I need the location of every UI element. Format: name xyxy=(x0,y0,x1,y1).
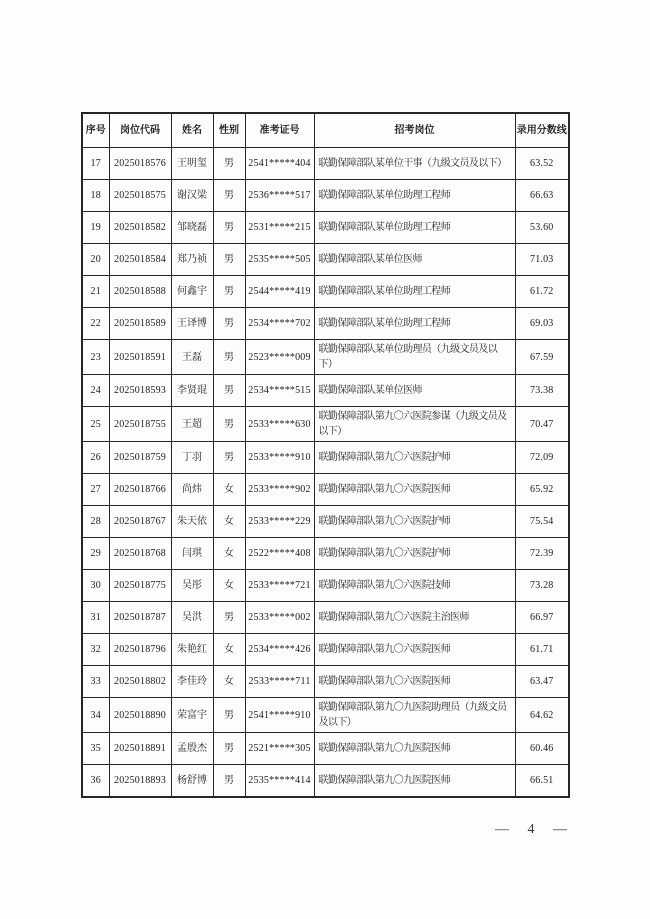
cell-code: 2025018584 xyxy=(109,244,171,276)
cell-no: 35 xyxy=(82,733,109,765)
cell-score: 60.46 xyxy=(515,733,569,765)
table-row xyxy=(82,276,569,308)
cell-score: 61.72 xyxy=(515,276,569,308)
col-header-post-code: 岗位代码 xyxy=(109,113,171,148)
col-header-score-line: 录用分数线 xyxy=(515,113,569,148)
cell-position: 联勤保障部队某单位助理工程师 xyxy=(314,276,515,308)
cell-no: 22 xyxy=(82,308,109,340)
cell-no: 25 xyxy=(82,407,109,442)
cell-code: 2025018582 xyxy=(109,212,171,244)
cell-score: 75.54 xyxy=(515,506,569,538)
cell-code: 2025018589 xyxy=(109,308,171,340)
cell-name: 尚炜 xyxy=(171,474,213,506)
cell-score: 67.59 xyxy=(515,340,569,375)
cell-score: 63.47 xyxy=(515,666,569,698)
table-row xyxy=(82,538,569,570)
cell-ticket: 2535*****414 xyxy=(245,765,314,798)
cell-score: 63.52 xyxy=(515,148,569,180)
cell-name: 李贤琨 xyxy=(171,375,213,407)
cell-ticket: 2533*****630 xyxy=(245,407,314,442)
cell-code: 2025018890 xyxy=(109,698,171,733)
cell-gender: 女 xyxy=(213,538,245,570)
table-row xyxy=(82,733,569,765)
cell-gender: 男 xyxy=(213,375,245,407)
cell-code: 2025018802 xyxy=(109,666,171,698)
cell-score: 66.63 xyxy=(515,180,569,212)
cell-code: 2025018893 xyxy=(109,765,171,798)
table-row xyxy=(82,634,569,666)
cell-no: 36 xyxy=(82,765,109,798)
cell-no: 33 xyxy=(82,666,109,698)
cell-gender: 女 xyxy=(213,666,245,698)
cell-gender: 女 xyxy=(213,570,245,602)
cell-no: 21 xyxy=(82,276,109,308)
cell-no: 26 xyxy=(82,442,109,474)
table-row xyxy=(82,765,569,798)
cell-gender: 男 xyxy=(213,602,245,634)
cell-name: 朱天依 xyxy=(171,506,213,538)
cell-name: 孟殷杰 xyxy=(171,733,213,765)
table-row xyxy=(82,698,569,733)
cell-name: 谢汉梁 xyxy=(171,180,213,212)
cell-code: 2025018891 xyxy=(109,733,171,765)
cell-score: 53.60 xyxy=(515,212,569,244)
cell-gender: 男 xyxy=(213,212,245,244)
cell-ticket: 2534*****702 xyxy=(245,308,314,340)
table-row xyxy=(82,340,569,375)
cell-ticket: 2521*****305 xyxy=(245,733,314,765)
cell-name: 何鑫宇 xyxy=(171,276,213,308)
cell-code: 2025018775 xyxy=(109,570,171,602)
cell-position: 联勤保障部队第九〇六医院护师 xyxy=(314,538,515,570)
cell-name: 闫琪 xyxy=(171,538,213,570)
col-header-serial-no: 序号 xyxy=(82,113,109,148)
cell-ticket: 2534*****515 xyxy=(245,375,314,407)
cell-name: 吴洪 xyxy=(171,602,213,634)
table-row xyxy=(82,244,569,276)
cell-code: 2025018755 xyxy=(109,407,171,442)
cell-position: 联勤保障部队第九〇六医院技师 xyxy=(314,570,515,602)
table-row xyxy=(82,442,569,474)
cell-no: 34 xyxy=(82,698,109,733)
cell-name: 杨舒博 xyxy=(171,765,213,798)
cell-gender: 男 xyxy=(213,340,245,375)
cell-ticket: 2531*****215 xyxy=(245,212,314,244)
cell-position: 联勤保障部队第九〇六医院护师 xyxy=(314,506,515,538)
cell-gender: 男 xyxy=(213,698,245,733)
cell-score: 73.38 xyxy=(515,375,569,407)
cell-ticket: 2533*****721 xyxy=(245,570,314,602)
cell-position: 联勤保障部队第九〇六医院医师 xyxy=(314,634,515,666)
cell-position: 联勤保障部队某单位助理工程师 xyxy=(314,212,515,244)
col-header-position: 招考岗位 xyxy=(314,113,515,148)
cell-no: 32 xyxy=(82,634,109,666)
cell-gender: 女 xyxy=(213,506,245,538)
table-row xyxy=(82,602,569,634)
cell-code: 2025018767 xyxy=(109,506,171,538)
cell-code: 2025018575 xyxy=(109,180,171,212)
cell-name: 朱艳红 xyxy=(171,634,213,666)
cell-gender: 女 xyxy=(213,634,245,666)
cell-position: 联勤保障部队第九〇六医院护师 xyxy=(314,442,515,474)
table-row xyxy=(82,308,569,340)
cell-position: 联勤保障部队某单位助理员（九级文员及以下） xyxy=(314,340,515,375)
cell-code: 2025018576 xyxy=(109,148,171,180)
cell-position: 联勤保障部队第九〇六医院主治医师 xyxy=(314,602,515,634)
table-row xyxy=(82,666,569,698)
cell-position: 联勤保障部队第九〇六医院医师 xyxy=(314,474,515,506)
cell-no: 29 xyxy=(82,538,109,570)
cell-position: 联勤保障部队某单位干事（九级文员及以下） xyxy=(314,148,515,180)
cell-gender: 男 xyxy=(213,308,245,340)
cell-position: 联勤保障部队第九〇六医院参谋（九级文员及以下） xyxy=(314,407,515,442)
cell-score: 64.62 xyxy=(515,698,569,733)
table-header-row xyxy=(82,113,569,148)
col-header-ticket-no: 准考证号 xyxy=(245,113,314,148)
cell-name: 吴彤 xyxy=(171,570,213,602)
cell-no: 28 xyxy=(82,506,109,538)
cell-gender: 男 xyxy=(213,765,245,798)
cell-no: 20 xyxy=(82,244,109,276)
table-row xyxy=(82,407,569,442)
cell-score: 72.39 xyxy=(515,538,569,570)
cell-position: 联勤保障部队某单位助理工程师 xyxy=(314,308,515,340)
cell-gender: 男 xyxy=(213,180,245,212)
cell-no: 30 xyxy=(82,570,109,602)
cell-ticket: 2523*****009 xyxy=(245,340,314,375)
table-row xyxy=(82,148,569,180)
cell-score: 69.03 xyxy=(515,308,569,340)
cell-ticket: 2541*****910 xyxy=(245,698,314,733)
cell-ticket: 2533*****711 xyxy=(245,666,314,698)
cell-score: 72.09 xyxy=(515,442,569,474)
cell-score: 70.47 xyxy=(515,407,569,442)
cell-ticket: 2533*****229 xyxy=(245,506,314,538)
cell-name: 郑乃祯 xyxy=(171,244,213,276)
cell-code: 2025018588 xyxy=(109,276,171,308)
cell-position: 联勤保障部队第九〇九医院医师 xyxy=(314,733,515,765)
cell-position: 联勤保障部队第九〇九医院医师 xyxy=(314,765,515,798)
cell-position: 联勤保障部队第九〇六医院医师 xyxy=(314,666,515,698)
page-number: — 4 — xyxy=(495,822,568,837)
cell-code: 2025018591 xyxy=(109,340,171,375)
cell-gender: 男 xyxy=(213,148,245,180)
cell-code: 2025018593 xyxy=(109,375,171,407)
cell-ticket: 2536*****517 xyxy=(245,180,314,212)
cell-ticket: 2535*****505 xyxy=(245,244,314,276)
table-row xyxy=(82,570,569,602)
table-row xyxy=(82,375,569,407)
cell-position: 联勤保障部队第九〇九医院助理员（九级文员及以下） xyxy=(314,698,515,733)
cell-ticket: 2522*****408 xyxy=(245,538,314,570)
cell-ticket: 2534*****426 xyxy=(245,634,314,666)
cell-score: 66.97 xyxy=(515,602,569,634)
cell-gender: 男 xyxy=(213,442,245,474)
cell-position: 联勤保障部队某单位医师 xyxy=(314,375,515,407)
cell-no: 24 xyxy=(82,375,109,407)
cell-code: 2025018787 xyxy=(109,602,171,634)
cell-ticket: 2533*****902 xyxy=(245,474,314,506)
cell-score: 61.71 xyxy=(515,634,569,666)
cell-gender: 男 xyxy=(213,276,245,308)
col-header-name: 姓名 xyxy=(171,113,213,148)
cell-no: 18 xyxy=(82,180,109,212)
table-row xyxy=(82,474,569,506)
cell-name: 王超 xyxy=(171,407,213,442)
cell-name: 荣富宇 xyxy=(171,698,213,733)
cell-code: 2025018768 xyxy=(109,538,171,570)
cell-name: 丁羽 xyxy=(171,442,213,474)
cell-gender: 女 xyxy=(213,474,245,506)
cell-ticket: 2544*****419 xyxy=(245,276,314,308)
cell-no: 19 xyxy=(82,212,109,244)
cell-name: 王译博 xyxy=(171,308,213,340)
cell-score: 73.28 xyxy=(515,570,569,602)
cell-name: 李佳玲 xyxy=(171,666,213,698)
table-row xyxy=(82,506,569,538)
table-row xyxy=(82,212,569,244)
cell-no: 27 xyxy=(82,474,109,506)
cell-code: 2025018766 xyxy=(109,474,171,506)
col-header-gender: 性别 xyxy=(213,113,245,148)
cell-score: 71.03 xyxy=(515,244,569,276)
cell-code: 2025018796 xyxy=(109,634,171,666)
table-row xyxy=(82,180,569,212)
cell-name: 王明玺 xyxy=(171,148,213,180)
cell-ticket: 2533*****002 xyxy=(245,602,314,634)
cell-gender: 男 xyxy=(213,733,245,765)
cell-score: 66.51 xyxy=(515,765,569,798)
table-body xyxy=(82,148,569,798)
cell-score: 65.92 xyxy=(515,474,569,506)
cell-ticket: 2533*****910 xyxy=(245,442,314,474)
cell-gender: 男 xyxy=(213,244,245,276)
recruitment-score-table xyxy=(81,112,570,798)
cell-no: 23 xyxy=(82,340,109,375)
cell-position: 联勤保障部队某单位助理工程师 xyxy=(314,180,515,212)
cell-name: 邹晓磊 xyxy=(171,212,213,244)
cell-position: 联勤保障部队某单位医师 xyxy=(314,244,515,276)
cell-gender: 男 xyxy=(213,407,245,442)
cell-no: 17 xyxy=(82,148,109,180)
cell-no: 31 xyxy=(82,602,109,634)
cell-ticket: 2541*****404 xyxy=(245,148,314,180)
cell-name: 王磊 xyxy=(171,340,213,375)
cell-code: 2025018759 xyxy=(109,442,171,474)
